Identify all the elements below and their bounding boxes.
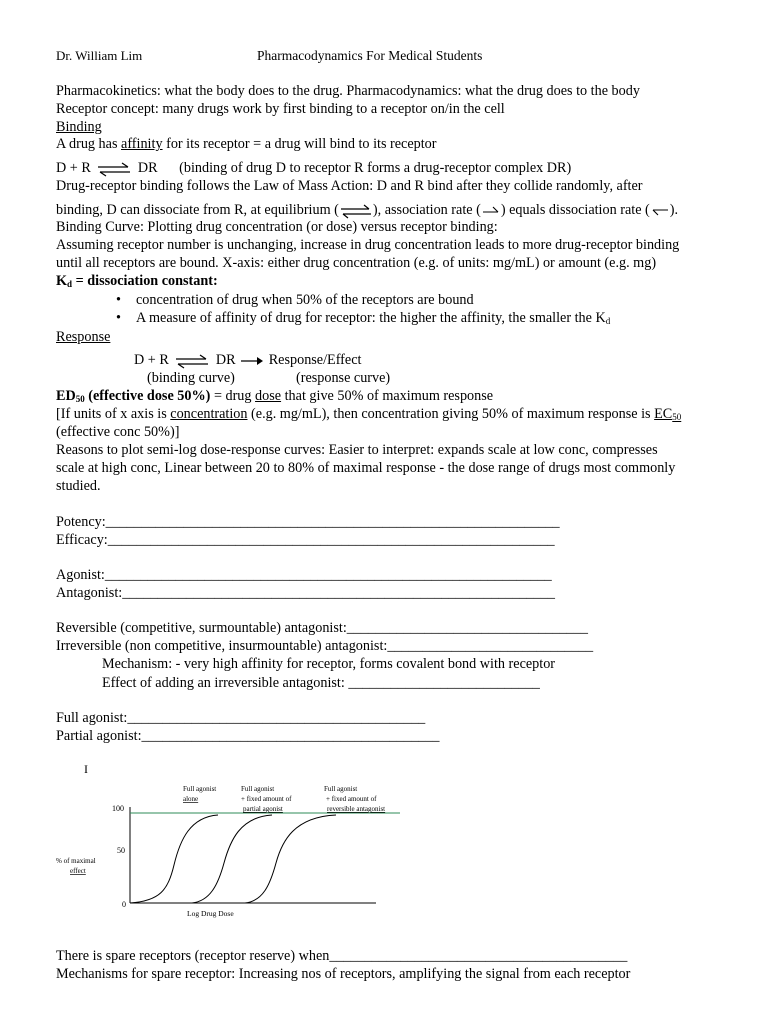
kd-bullet-2 — [116, 309, 611, 330]
ytick-50: 50 — [117, 846, 125, 855]
curve1-label-1: Full agonist — [183, 785, 217, 793]
ed-text-e: that give 50% of maximum response — [281, 388, 494, 404]
affinity-line — [56, 135, 437, 153]
binding-equation — [56, 159, 571, 177]
bullet-icon: • — [116, 292, 121, 308]
response-heading: Response — [56, 329, 111, 345]
kd-heading — [56, 272, 218, 293]
response-rhs: Response/Effect — [268, 352, 362, 368]
mass-action-line: Drug-receptor binding follows the Law of Mass Action: D and R bind after they collide randomly, after — [56, 178, 643, 194]
equilibrium-text-d: ). — [669, 202, 679, 218]
curve2-label-2: + fixed amount of — [241, 795, 292, 803]
equilibrium-text-b: ), association rate ( — [372, 202, 481, 218]
forward-harpoon-icon — [481, 205, 501, 217]
curve3-label-2: + fixed amount of — [326, 795, 377, 803]
antagonist-blank: Antagonist:_____________________________________________________________ — [56, 585, 555, 601]
curve3-label-3: reversible antagonist — [327, 805, 386, 813]
curve-full-plus-reversible-antagonist — [245, 815, 336, 903]
author-name: Dr. William Lim — [56, 48, 143, 63]
binding-curve-label: (binding curve) — [147, 370, 235, 386]
dose-response-figure — [50, 755, 420, 925]
ed-bold-text: (effective dose 50%) — [84, 388, 211, 404]
kd-bullet-1 — [116, 291, 474, 309]
response-lhs: D + R — [134, 352, 169, 368]
figure-marker: I — [84, 762, 88, 776]
ec-subscript: 50 — [672, 412, 682, 422]
spare-receptors-blank: There is spare receptors (receptor reserve) when__________________________________________ — [56, 948, 628, 964]
spare-receptor-mechanisms: Mechanisms for spare receptor: Increasing nos of receptors, amplifying the signal from each receptor — [56, 966, 631, 982]
pk-pd-definition: Pharmacokinetics: what the body does to the drug. Pharmacodynamics: what the drug does to the body — [56, 83, 640, 99]
ed-subscript: 50 — [75, 394, 85, 404]
curve3-label-1: Full agonist — [324, 785, 358, 793]
semilog-line-2: scale at high conc, Linear between 20 to 80% of maximal response - the dose range of drugs most commonly — [56, 460, 676, 476]
right-arrow-icon — [239, 355, 265, 367]
xlabel: Log Drug Dose — [187, 909, 234, 918]
affinity-word: affinity — [121, 136, 163, 152]
partial-agonist-blank: Partial agonist:__________________________________________ — [56, 728, 440, 744]
equilibrium-line — [56, 201, 678, 219]
ytick-0: 0 — [122, 900, 126, 909]
response-equation — [134, 351, 361, 369]
mechanism-line: Mechanism: - very high affinity for receptor, forms covalent bond with receptor — [102, 656, 556, 672]
full-agonist-blank: Full agonist:__________________________________________ — [56, 710, 426, 726]
ytick-100: 100 — [112, 804, 124, 813]
irreversible-antagonist-blank: Irreversible (non competitive, insurmountable) antagonist:_____________________________ — [56, 638, 594, 654]
receptor-concept: Receptor concept: many drugs work by first binding to a receptor on/in the cell — [56, 101, 505, 117]
curve2-label-3: partial agonist — [243, 805, 283, 813]
x-axis-line: until all receptors are bound. X-axis: either drug concentration (e.g. of units: mg/mL) or amount (e.g. mg) — [56, 255, 657, 271]
curve1-label-2: alone — [183, 795, 199, 803]
ylabel-line-2: effect — [70, 867, 86, 875]
curve2-label-1: Full agonist — [241, 785, 275, 793]
equation-rhs: DR — [137, 160, 158, 176]
ec-label: EC — [654, 406, 673, 422]
affinity-text-a: A drug has — [56, 136, 122, 152]
equilibrium-arrow-icon — [172, 353, 212, 369]
effect-irreversible-blank: Effect of adding an irreversible antagonist: ___________________________ — [102, 675, 540, 691]
response-mid: DR — [215, 352, 236, 368]
receptor-number-line: Assuming receptor number is unchanging, increase in drug concentration leads to more drug-receptor binding — [56, 237, 680, 253]
document-title: Pharmacodynamics For Medical Students — [257, 48, 483, 63]
reversible-antagonist-blank: Reversible (competitive, surmountable) antagonist:__________________________________ — [56, 620, 588, 636]
ec-text-a: [If units of x axis is — [56, 406, 171, 422]
response-curve-label: (response curve) — [296, 370, 391, 386]
equilibrium-arrow-icon — [94, 161, 134, 177]
ed-dose-word: dose — [255, 388, 282, 404]
binding-curve-line: Binding Curve: Plotting drug concentration (or dose) versus receptor binding: — [56, 219, 498, 235]
curve-full-plus-partial — [192, 815, 272, 903]
equation-lhs: D + R — [56, 160, 91, 176]
reverse-harpoon-icon — [650, 205, 670, 217]
equilibrium-text-c: ) equals dissociation rate ( — [500, 202, 650, 218]
agonist-blank: Agonist:_______________________________________________________________ — [56, 567, 552, 583]
ec-concentration-word: concentration — [170, 406, 248, 422]
semilog-line-1: Reasons to plot semi-log dose-response curves: Easier to interpret: expands scale at low conc, compresses — [56, 442, 658, 458]
kd-rest: = dissociation constant: — [72, 273, 218, 289]
kd-bullet-1-text: concentration of drug when 50% of the receptors are bound — [136, 292, 474, 308]
equation-description: (binding of drug D to receptor R forms a drug-receptor complex DR) — [179, 160, 572, 176]
binding-heading: Binding — [56, 119, 102, 135]
kd-subscript: d — [67, 279, 73, 289]
kd-bullet-2-text: A measure of affinity of drug for receptor: the higher the affinity, the smaller the K — [136, 310, 606, 326]
kd-k: K — [56, 273, 68, 289]
ed-text-c: = drug — [210, 388, 256, 404]
affinity-text-c: for its receptor = a drug will bind to its receptor — [162, 136, 437, 152]
ed-label: ED — [56, 388, 76, 404]
potency-blank: Potency:________________________________________________________________ — [56, 514, 560, 530]
semilog-line-3: studied. — [56, 478, 101, 494]
ec50-line-2: (effective conc 50%)] — [56, 424, 180, 440]
curve-full-agonist-alone — [130, 815, 218, 903]
bullet-icon: • — [116, 310, 121, 326]
ylabel-line-1: % of maximal — [56, 857, 96, 865]
equilibrium-text-a: binding, D can dissociate from R, at equilibrium ( — [56, 202, 339, 218]
efficacy-blank: Efficacy:_______________________________________________________________ — [56, 532, 555, 548]
kd-bullet-2-subscript: d — [605, 316, 611, 326]
equilibrium-arrow-icon — [339, 203, 373, 219]
ec-text-c: (e.g. mg/mL), then concentration giving 50% of maximum response is — [247, 406, 655, 422]
